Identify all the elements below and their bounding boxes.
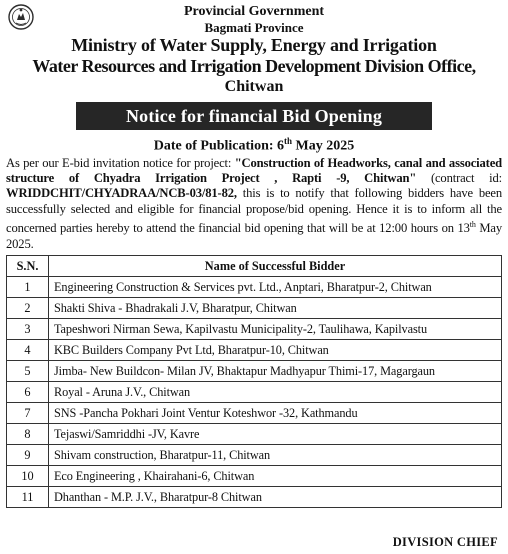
row-sn: 3 [7, 319, 49, 340]
row-sn: 10 [7, 466, 49, 487]
notice-title-banner: Notice for financial Bid Opening [76, 102, 432, 130]
row-sn: 5 [7, 361, 49, 382]
row-bidder-name: Dhanthan - M.P. J.V., Bharatpur-8 Chitwan [49, 487, 502, 508]
contract-prefix: (contract id: [416, 171, 502, 186]
office-city: Chitwan [224, 78, 284, 95]
signature-title: DIVISION CHIEF [392, 535, 498, 549]
opening-date-suffix: th [469, 220, 476, 230]
successful-bidders-table [6, 255, 502, 508]
office-name: Water Resources and Irrigation Development Division Office, [32, 56, 476, 76]
column-header-sn: S.N. [7, 256, 49, 277]
notice-intro: As per our E-bid invitation notice for project: [6, 155, 235, 170]
table-row [7, 382, 502, 403]
row-bidder-name: Tapeshwori Nirman Sewa, Kapilvastu Municipality-2, Taulihawa, Kapilvastu [49, 319, 502, 340]
table-row [7, 445, 502, 466]
table-row [7, 487, 502, 508]
row-sn: 4 [7, 340, 49, 361]
row-bidder-name: Eco Engineering , Khairahani-6, Chitwan [49, 466, 502, 487]
table-row [7, 277, 502, 298]
row-sn: 6 [7, 382, 49, 403]
row-bidder-name: KBC Builders Company Pvt Ltd, Bharatpur-10, Chitwan [49, 340, 502, 361]
publication-label: Date of Publication: [153, 138, 274, 154]
ministry-name: Ministry of Water Supply, Energy and Irrigation [71, 35, 437, 55]
notice-body [6, 156, 502, 253]
table-row [7, 466, 502, 487]
publication-day-suffix: th [284, 136, 293, 146]
nepal-government-emblem-icon [8, 4, 34, 30]
table-row [7, 298, 502, 319]
row-bidder-name: Shivam construction, Bharatpur-11, Chitwan [49, 445, 502, 466]
table-row [7, 319, 502, 340]
row-bidder-name: Royal - Aruna J.V., Chitwan [49, 382, 502, 403]
row-sn: 2 [7, 298, 49, 319]
province-name: Bagmati Province [204, 20, 304, 35]
table-row [7, 340, 502, 361]
contract-id: WRIDDCHIT/CHYADRAA/NCB-03/81-82, [6, 186, 237, 201]
project-name: "Construction of Headworks, canal and associated structure of Chyadra Irrigation Project , Rapti -9, Chitwan" [6, 155, 502, 186]
row-bidder-name: SNS -Pancha Pokhari Joint Ventur Koteshwor -32, Kathmandu [49, 403, 502, 424]
table-row [7, 361, 502, 382]
row-sn: 11 [7, 487, 49, 508]
publication-date [6, 133, 502, 155]
row-sn: 8 [7, 424, 49, 445]
row-bidder-name: Shakti Shiva - Bhadrakali J.V, Bharatpur, Chitwan [49, 298, 502, 319]
opening-date-end: May 2025. [6, 221, 502, 251]
notice-main-text: this is to notify that following bidders have been successfully selected and eligible for financial propose/bid opening. Hence it is to inform all the concerned parties hereby to attend the financial bid opening that will be at 12:00 hours on 13 [6, 186, 502, 236]
row-bidder-name: Jimba- New Buildcon- Milan JV, Bhaktapur Madhyapur Thimi-17, Magargaun [49, 361, 502, 382]
table-header-row [7, 256, 502, 277]
row-bidder-name: Tejaswi/Samriddhi -JV, Kavre [49, 424, 502, 445]
government-name: Provincial Government [183, 4, 325, 19]
row-sn: 7 [7, 403, 49, 424]
publication-month-year: May 2025 [295, 138, 355, 154]
row-bidder-name: Engineering Construction & Services pvt. Ltd., Anptari, Bharatpur-2, Chitwan [49, 277, 502, 298]
row-sn: 9 [7, 445, 49, 466]
row-sn: 1 [7, 277, 49, 298]
letterhead [6, 0, 502, 96]
table-row [7, 424, 502, 445]
column-header-bidder: Name of Successful Bidder [49, 256, 502, 277]
publication-day: 6 [277, 138, 285, 154]
table-row [7, 403, 502, 424]
